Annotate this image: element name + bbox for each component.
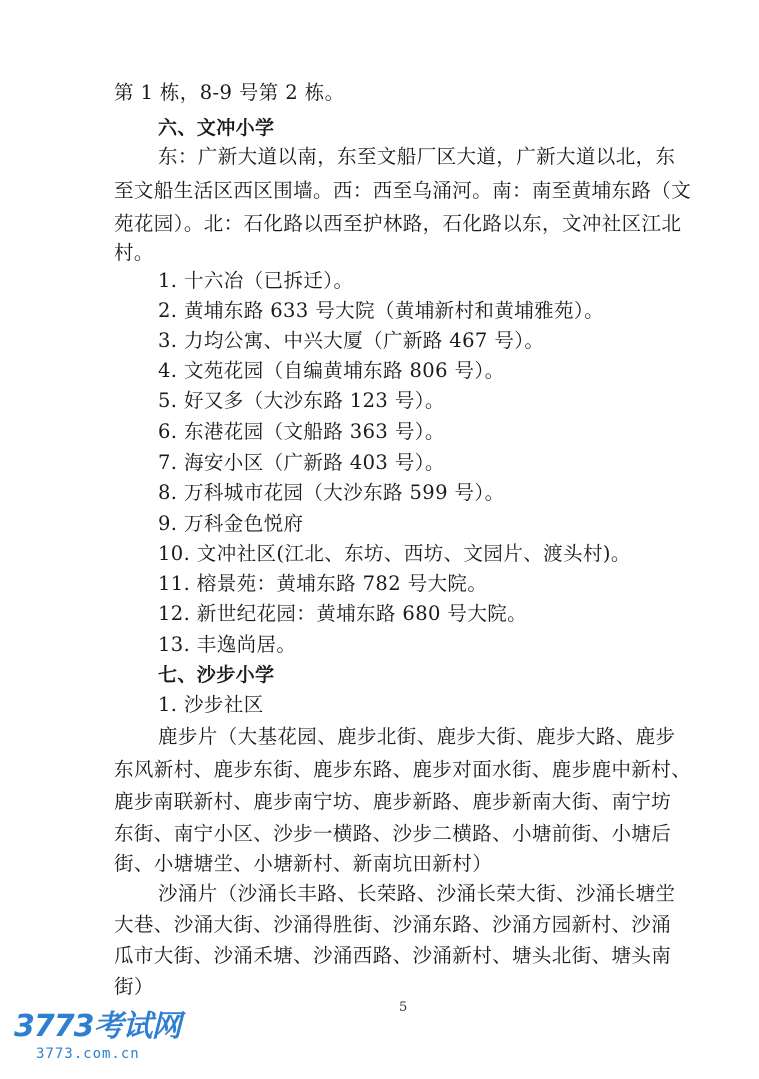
list-item-4: 4. 文苑花园（自编黄埔东路 806 号）。 (158, 359, 505, 382)
list-item-7: 7. 海安小区（广新路 403 号）。 (158, 451, 445, 474)
list-item-6: 6. 东港花园（文船路 363 号）。 (158, 420, 445, 443)
subsection-shabu-community: 1. 沙步社区 (158, 693, 264, 716)
list-item-3: 3. 力均公寓、中兴大厦（广新路 467 号）。 (158, 329, 545, 352)
list-item-11: 11. 榕景苑：黄埔东路 782 号大院。 (158, 572, 488, 595)
list-item-5: 5. 好又多（大沙东路 123 号）。 (158, 389, 445, 412)
text-line-lubu-5: 街、小塘塘坣、小塘新村、新南坑田新村） (114, 852, 493, 875)
text-line-lubu-1: 鹿步片（大基花园、鹿步北街、鹿步大街、鹿步大路、鹿步 (158, 725, 676, 748)
watermark-logo (14, 1010, 184, 1070)
section-heading-wenchong: 六、文冲小学 (158, 117, 275, 139)
list-item-2: 2. 黄埔东路 633 号大院（黄埔新村和黄埔雅苑）。 (158, 299, 604, 322)
list-item-8: 8. 万科城市花园（大沙东路 599 号）。 (158, 481, 505, 504)
text-line-1: 第 1 栋，8-9 号第 2 栋。 (114, 81, 345, 104)
text-line-shayong-1: 沙涌片（沙涌长丰路、长荣路、沙涌长荣大街、沙涌长塘坣 (158, 882, 676, 905)
text-line-lubu-4: 东街、南宁小区、沙步一横路、沙步二横路、小塘前街、小塘后 (114, 822, 672, 845)
list-item-12: 12. 新世纪花园：黄埔东路 680 号大院。 (158, 602, 528, 625)
list-item-13: 13. 丰逸尚居。 (158, 633, 297, 656)
text-line-lubu-3: 鹿步南联新村、鹿步南宁坊、鹿步新路、鹿步新南大街、南宁坊 (114, 790, 672, 813)
text-line-lubu-2: 东风新村、鹿步东街、鹿步东路、鹿步对面水街、鹿步鹿中新村、 (114, 758, 692, 781)
text-line-shayong-3: 瓜市大街、沙涌禾塘、沙涌西路、沙涌新村、塘头北街、塘头南 (114, 944, 672, 967)
section-heading-shabu: 七、沙步小学 (158, 664, 275, 686)
list-item-10: 10. 文冲社区(江北、东坊、西坊、文园片、渡头村)。 (158, 542, 631, 565)
watermark-brand: 3773考试网 (14, 1009, 181, 1044)
text-line-3: 东：广新大道以南，东至文船厂区大道，广新大道以北，东 (158, 145, 676, 168)
text-line-6: 村。 (114, 241, 154, 264)
page-number: 5 (399, 1000, 408, 1015)
list-item-1: 1. 十六冶（已拆迁）。 (158, 269, 354, 292)
text-line-shayong-2: 大巷、沙涌大街、沙涌得胜街、沙涌东路、沙涌方园新村、沙涌 (114, 913, 672, 936)
list-item-9: 9. 万科金色悦府 (158, 512, 304, 535)
text-line-5: 苑花园）。北：石化路以西至护林路，石化路以东，文冲社区江北 (114, 212, 682, 235)
text-line-shayong-4: 街） (114, 975, 154, 998)
text-line-4: 至文船生活区西区围墙。西：西至乌涌河。南：南至黄埔东路（文 (114, 179, 692, 202)
watermark-domain: 3773.com.cn (36, 1046, 140, 1062)
